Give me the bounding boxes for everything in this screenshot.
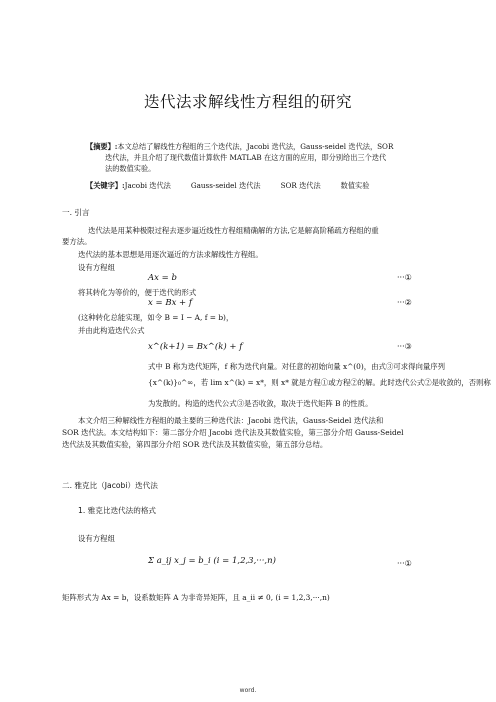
keyword-item: Gauss-seidel 迭代法 (190, 181, 261, 190)
s1-paragraph-7-line-1: 式中 B 称为迭代矩阵，f 称为迭代向量。对任意的初始向量 x^(0)，由式③可求得向量序列 (148, 362, 446, 371)
keyword-item: SOR 迭代法 (280, 181, 321, 190)
s1-paragraph-1-line-2: 要方法。 (62, 237, 92, 246)
section-2-heading: 二. 雅克比（Jacobi）迭代法 (62, 481, 158, 490)
equation-1: Ax = b (148, 273, 177, 283)
equation-sum: Σ a_ij x_j = b_i (i = 1,2,3,···,n) (148, 556, 276, 566)
s1-paragraph-5: (这种转化总能实现，如令 B = I − A, f = b)， (78, 313, 234, 322)
page-footer: word. (239, 687, 257, 694)
s1-paragraph-3: 设有方程组 (78, 263, 115, 272)
s1-paragraph-8-line-3: 迭代法及其数值实验，第四部分介绍 SOR 迭代法及其数值实验，第五部分总结。 (62, 440, 328, 449)
abstract-label: 【摘要】: (86, 142, 118, 151)
equation-2-number: ···② (397, 298, 412, 307)
s2-paragraph-1: 设有方程组 (78, 534, 115, 543)
equation-3-number: ···③ (397, 342, 412, 351)
equation-2: x = Bx + f (148, 298, 193, 308)
document-title: 迭代法求解线性方程组的研究 (143, 93, 352, 111)
s1-paragraph-7-line-2: {x^(k)}₀^∞，若 lim x^(k) = x*，则 x* 就是方程①或方程②的解。此时迭代公式②是收敛的，否则称 (148, 378, 491, 387)
equation-1-number: ···① (397, 273, 412, 282)
keyword-item: 数值实验 (340, 181, 370, 190)
s1-paragraph-7-line-3: 为发散的。构造的迭代公式③是否收敛，取决于迭代矩阵 B 的性质。 (148, 399, 373, 408)
abstract-line-3: 法的数值实验。 (105, 164, 156, 173)
abstract-text-1: 本文总结了解线性方程组的三个迭代法，Jacobi 迭代法，Gauss-seidel 迭代法，SOR (117, 142, 394, 151)
equation-sum-number: ···① (397, 559, 412, 568)
abstract-line-1 (86, 142, 393, 152)
s1-paragraph-8-line-2: SOR 迭代法。本文结构如下：第二部分介绍 Jacobi 迭代法及其数值实验，第三部分介绍 Gauss-Seidel (62, 428, 404, 437)
s1-paragraph-2: 迭代法的基本思想是用逐次逼近的方法求解线性方程组。 (78, 250, 263, 259)
s1-paragraph-1-line-1: 迭代法是用某种极限过程去逐步逼近线性方程组精确解的方法,它是解高阶稀疏方程组的重 (88, 226, 379, 235)
keywords-label: 【关键字】: (86, 181, 125, 190)
s1-paragraph-8-line-1: 本文介绍三种解线性方程组的最主要的三种迭代法：Jacobi 迭代法，Gauss-Seidel 迭代法和 (78, 416, 384, 425)
s1-paragraph-6: 并由此构造迭代公式 (78, 326, 145, 335)
subsection-1-heading: 1. 雅克比迭代法的格式 (78, 506, 157, 515)
equation-3: x^(k+1) = Bx^(k) + f (148, 342, 243, 352)
section-1-heading: 一. 引言 (62, 208, 90, 217)
abstract-line-2: 迭代法，并且介绍了现代数值计算软件 MATLAB 在这方面的应用，即分别给出三个迭代 (105, 153, 387, 162)
s2-paragraph-2: 矩阵形式为 Ax = b，设系数矩阵 A 为非奇异矩阵，且 a_ii ≠ 0, (i = 1,2,3,···,n) (62, 593, 330, 602)
keywords-line (86, 181, 369, 191)
keyword-item: Jacobi 迭代法 (124, 181, 171, 190)
s1-paragraph-4: 将其转化为等价的，便于迭代的形式 (78, 288, 197, 297)
